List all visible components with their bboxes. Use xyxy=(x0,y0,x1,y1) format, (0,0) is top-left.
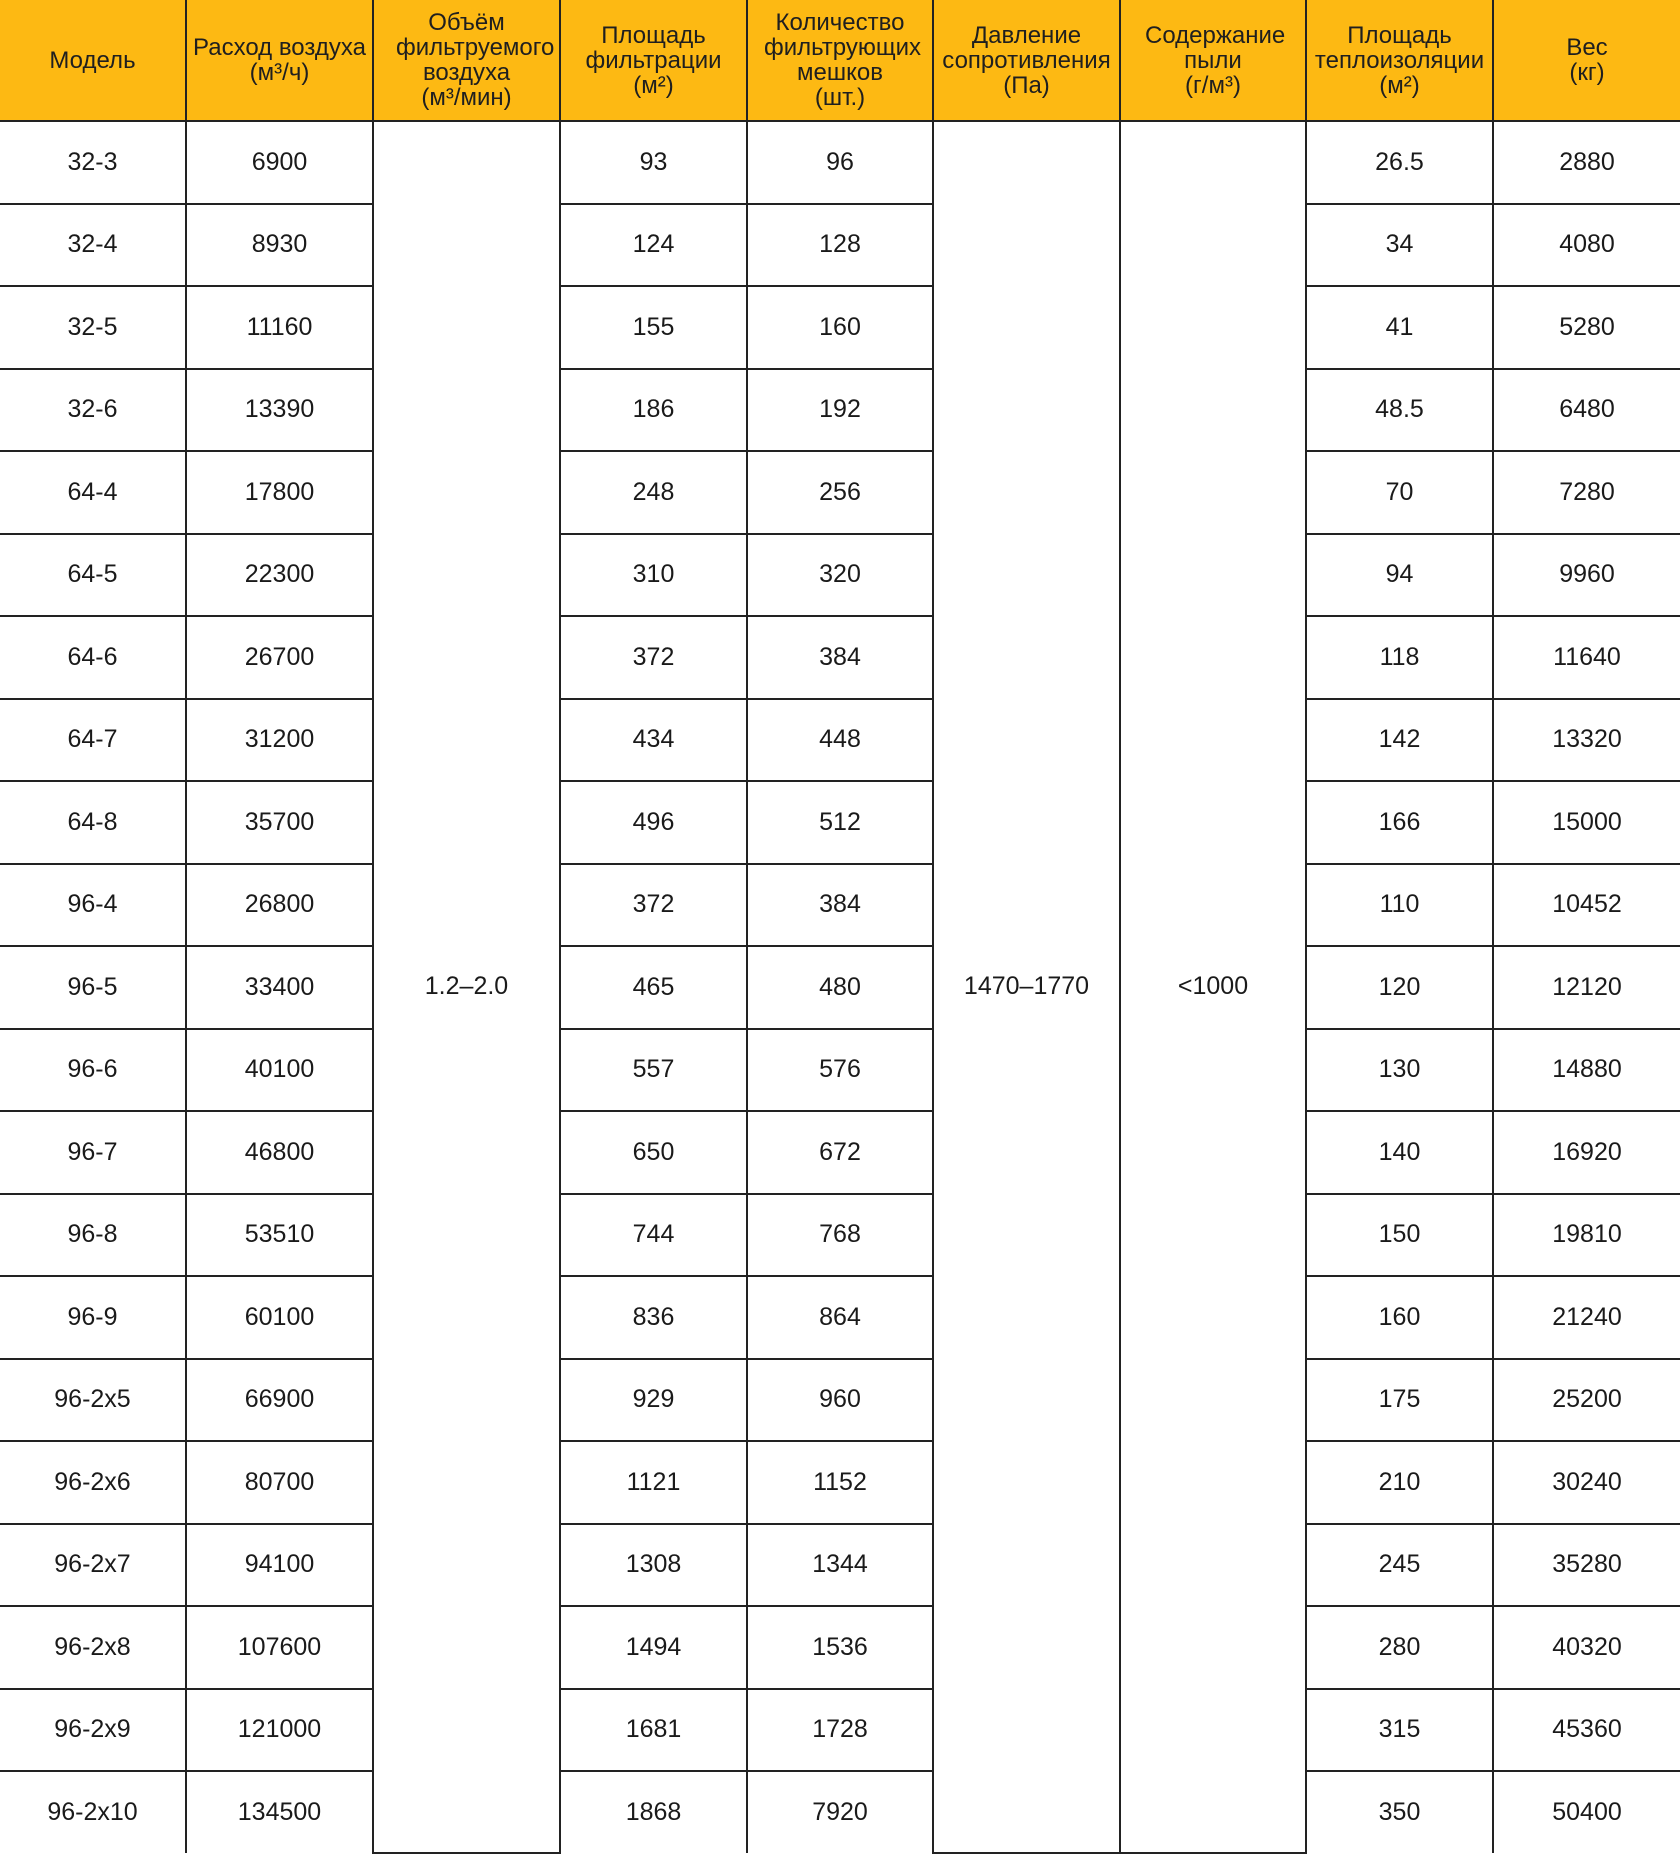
table-row xyxy=(0,781,1680,864)
model-cell: 32-3 xyxy=(0,121,186,204)
filtration-area-cell: 1308 xyxy=(560,1524,747,1607)
filtered-air-volume-cell: 1.2–2.0 xyxy=(373,121,560,1853)
header-air-flow: Расход воздуха (м³/ч) xyxy=(186,0,373,121)
bag-count-cell: 864 xyxy=(747,1276,933,1359)
filtration-area-cell: 650 xyxy=(560,1111,747,1194)
air-flow-cell: 66900 xyxy=(186,1359,373,1442)
air-flow-cell: 26800 xyxy=(186,864,373,947)
bag-count-cell: 160 xyxy=(747,286,933,369)
bag-count-cell: 320 xyxy=(747,534,933,617)
insulation-area-cell: 140 xyxy=(1306,1111,1493,1194)
table-row xyxy=(0,1029,1680,1112)
model-cell: 96-7 xyxy=(0,1111,186,1194)
insulation-area-cell: 315 xyxy=(1306,1689,1493,1772)
weight-cell: 40320 xyxy=(1493,1606,1680,1689)
filtration-area-cell: 836 xyxy=(560,1276,747,1359)
table-row xyxy=(0,1524,1680,1607)
bag-count-cell: 384 xyxy=(747,864,933,947)
bag-count-cell: 672 xyxy=(747,1111,933,1194)
table-row xyxy=(0,1194,1680,1277)
insulation-area-cell: 41 xyxy=(1306,286,1493,369)
weight-cell: 45360 xyxy=(1493,1689,1680,1772)
weight-cell: 35280 xyxy=(1493,1524,1680,1607)
weight-cell: 2880 xyxy=(1493,121,1680,204)
weight-cell: 19810 xyxy=(1493,1194,1680,1277)
air-flow-cell: 40100 xyxy=(186,1029,373,1112)
insulation-area-cell: 94 xyxy=(1306,534,1493,617)
insulation-area-cell: 160 xyxy=(1306,1276,1493,1359)
bag-count-cell: 960 xyxy=(747,1359,933,1442)
bag-count-cell: 7920 xyxy=(747,1771,933,1853)
header-model: Модель xyxy=(0,0,186,121)
dust-content-cell: <1000 xyxy=(1120,121,1306,1853)
table-row xyxy=(0,121,1680,204)
bag-count-cell: 576 xyxy=(747,1029,933,1112)
filtration-area-cell: 1494 xyxy=(560,1606,747,1689)
filtration-area-cell: 186 xyxy=(560,369,747,452)
model-cell: 32-4 xyxy=(0,204,186,287)
table-row xyxy=(0,864,1680,947)
weight-cell: 9960 xyxy=(1493,534,1680,617)
bag-count-cell: 512 xyxy=(747,781,933,864)
filtration-area-cell: 434 xyxy=(560,699,747,782)
model-cell: 64-8 xyxy=(0,781,186,864)
bag-count-cell: 448 xyxy=(747,699,933,782)
header-filter-bag-count: Количество фильтрующих мешков (шт.) xyxy=(747,0,933,121)
model-cell: 96-6 xyxy=(0,1029,186,1112)
weight-cell: 4080 xyxy=(1493,204,1680,287)
weight-cell: 14880 xyxy=(1493,1029,1680,1112)
filtration-area-cell: 1681 xyxy=(560,1689,747,1772)
bag-count-cell: 192 xyxy=(747,369,933,452)
air-flow-cell: 107600 xyxy=(186,1606,373,1689)
model-cell: 96-9 xyxy=(0,1276,186,1359)
header-filtered-air-volume: Объём фильтруемого воздуха (м³/мин) xyxy=(373,0,560,121)
table-row xyxy=(0,1689,1680,1772)
table-row xyxy=(0,534,1680,617)
filtration-area-cell: 557 xyxy=(560,1029,747,1112)
insulation-area-cell: 175 xyxy=(1306,1359,1493,1442)
bag-count-cell: 128 xyxy=(747,204,933,287)
table-row xyxy=(0,616,1680,699)
insulation-area-cell: 26.5 xyxy=(1306,121,1493,204)
insulation-area-cell: 142 xyxy=(1306,699,1493,782)
air-flow-cell: 60100 xyxy=(186,1276,373,1359)
header-dust-content: Содержание пыли (г/м³) xyxy=(1120,0,1306,121)
filtration-area-cell: 465 xyxy=(560,946,747,1029)
header-weight: Вес (кг) xyxy=(1493,0,1680,121)
filtration-area-cell: 155 xyxy=(560,286,747,369)
table-row xyxy=(0,1111,1680,1194)
air-flow-cell: 31200 xyxy=(186,699,373,782)
table-row xyxy=(0,451,1680,534)
header-insulation-area: Площадь теплоизоляции (м²) xyxy=(1306,0,1493,121)
bag-count-cell: 768 xyxy=(747,1194,933,1277)
air-flow-cell: 13390 xyxy=(186,369,373,452)
weight-cell: 7280 xyxy=(1493,451,1680,534)
weight-cell: 13320 xyxy=(1493,699,1680,782)
model-cell: 96-4 xyxy=(0,864,186,947)
table-row xyxy=(0,1276,1680,1359)
model-cell: 96-2x6 xyxy=(0,1441,186,1524)
model-cell: 32-6 xyxy=(0,369,186,452)
insulation-area-cell: 210 xyxy=(1306,1441,1493,1524)
model-cell: 96-5 xyxy=(0,946,186,1029)
model-cell: 96-8 xyxy=(0,1194,186,1277)
air-flow-cell: 94100 xyxy=(186,1524,373,1607)
weight-cell: 21240 xyxy=(1493,1276,1680,1359)
header-resistance-pressure: Давление сопротивления (Па) xyxy=(933,0,1120,121)
air-flow-cell: 17800 xyxy=(186,451,373,534)
model-cell: 64-7 xyxy=(0,699,186,782)
bag-count-cell: 384 xyxy=(747,616,933,699)
weight-cell: 50400 xyxy=(1493,1771,1680,1853)
bag-count-cell: 1344 xyxy=(747,1524,933,1607)
filtration-area-cell: 744 xyxy=(560,1194,747,1277)
weight-cell: 12120 xyxy=(1493,946,1680,1029)
table-row xyxy=(0,1359,1680,1442)
air-flow-cell: 121000 xyxy=(186,1689,373,1772)
insulation-area-cell: 280 xyxy=(1306,1606,1493,1689)
table-row xyxy=(0,1606,1680,1689)
insulation-area-cell: 166 xyxy=(1306,781,1493,864)
table-row xyxy=(0,286,1680,369)
model-cell: 64-6 xyxy=(0,616,186,699)
weight-cell: 10452 xyxy=(1493,864,1680,947)
air-flow-cell: 8930 xyxy=(186,204,373,287)
model-cell: 96-2x8 xyxy=(0,1606,186,1689)
insulation-area-cell: 70 xyxy=(1306,451,1493,534)
filtration-area-cell: 1868 xyxy=(560,1771,747,1853)
filtration-area-cell: 929 xyxy=(560,1359,747,1442)
table-body xyxy=(0,121,1680,1853)
filtration-area-cell: 248 xyxy=(560,451,747,534)
insulation-area-cell: 350 xyxy=(1306,1771,1493,1853)
air-flow-cell: 53510 xyxy=(186,1194,373,1277)
filtration-area-cell: 93 xyxy=(560,121,747,204)
weight-cell: 5280 xyxy=(1493,286,1680,369)
insulation-area-cell: 120 xyxy=(1306,946,1493,1029)
bag-count-cell: 1152 xyxy=(747,1441,933,1524)
header-filtration-area: Площадь фильтрации (м²) xyxy=(560,0,747,121)
air-flow-cell: 80700 xyxy=(186,1441,373,1524)
air-flow-cell: 134500 xyxy=(186,1771,373,1853)
weight-cell: 15000 xyxy=(1493,781,1680,864)
model-cell: 64-5 xyxy=(0,534,186,617)
table-row xyxy=(0,369,1680,452)
air-flow-cell: 35700 xyxy=(186,781,373,864)
model-cell: 64-4 xyxy=(0,451,186,534)
insulation-area-cell: 34 xyxy=(1306,204,1493,287)
filtration-area-cell: 372 xyxy=(560,616,747,699)
insulation-area-cell: 48.5 xyxy=(1306,369,1493,452)
weight-cell: 6480 xyxy=(1493,369,1680,452)
air-flow-cell: 33400 xyxy=(186,946,373,1029)
table-row xyxy=(0,946,1680,1029)
bag-count-cell: 256 xyxy=(747,451,933,534)
model-cell: 96-2x5 xyxy=(0,1359,186,1442)
table-row xyxy=(0,204,1680,287)
filtration-area-cell: 496 xyxy=(560,781,747,864)
bag-count-cell: 1728 xyxy=(747,1689,933,1772)
header-row xyxy=(0,0,1680,121)
table-row xyxy=(0,1441,1680,1524)
weight-cell: 11640 xyxy=(1493,616,1680,699)
table-row xyxy=(0,699,1680,782)
air-flow-cell: 22300 xyxy=(186,534,373,617)
insulation-area-cell: 130 xyxy=(1306,1029,1493,1112)
insulation-area-cell: 118 xyxy=(1306,616,1493,699)
model-cell: 32-5 xyxy=(0,286,186,369)
insulation-area-cell: 150 xyxy=(1306,1194,1493,1277)
weight-cell: 30240 xyxy=(1493,1441,1680,1524)
model-cell: 96-2x10 xyxy=(0,1771,186,1853)
model-cell: 96-2x7 xyxy=(0,1524,186,1607)
resistance-pressure-cell: 1470–1770 xyxy=(933,121,1120,1853)
filtration-area-cell: 372 xyxy=(560,864,747,947)
weight-cell: 16920 xyxy=(1493,1111,1680,1194)
filtration-area-cell: 124 xyxy=(560,204,747,287)
weight-cell: 25200 xyxy=(1493,1359,1680,1442)
model-cell: 96-2x9 xyxy=(0,1689,186,1772)
insulation-area-cell: 110 xyxy=(1306,864,1493,947)
air-flow-cell: 6900 xyxy=(186,121,373,204)
air-flow-cell: 26700 xyxy=(186,616,373,699)
filtration-area-cell: 1121 xyxy=(560,1441,747,1524)
insulation-area-cell: 245 xyxy=(1306,1524,1493,1607)
bag-count-cell: 480 xyxy=(747,946,933,1029)
bag-count-cell: 1536 xyxy=(747,1606,933,1689)
table-row xyxy=(0,1771,1680,1853)
air-flow-cell: 46800 xyxy=(186,1111,373,1194)
air-flow-cell: 11160 xyxy=(186,286,373,369)
bag-count-cell: 96 xyxy=(747,121,933,204)
filtration-area-cell: 310 xyxy=(560,534,747,617)
